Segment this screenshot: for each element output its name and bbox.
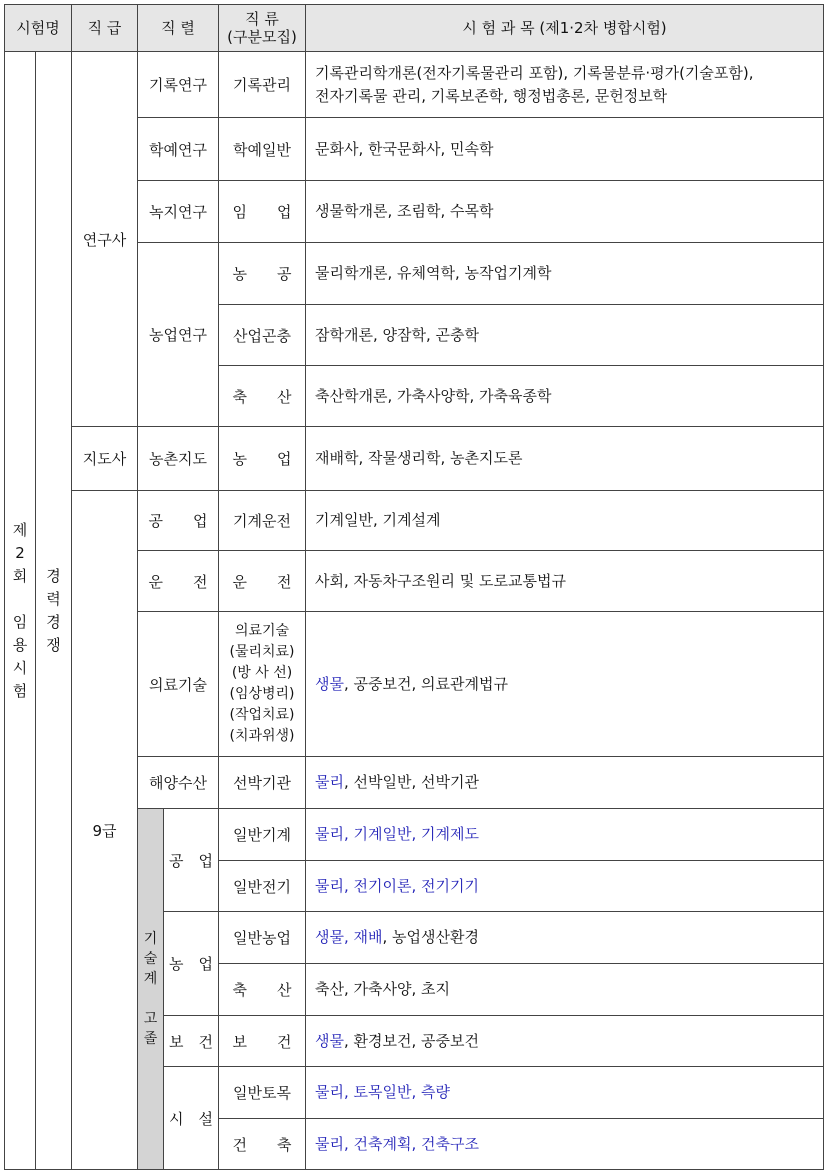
highlighted-subjects: 생물, 재배 <box>315 928 383 946</box>
category-cell: 임 업 <box>219 181 306 243</box>
exam-subject-table <box>4 4 824 1170</box>
category-cell: 일반전기 <box>219 861 306 912</box>
other-subjects: , 공중보건, 의료관계법규 <box>344 674 508 693</box>
subjects-cell: 기계일반, 기계설계 <box>306 491 824 551</box>
category-cell: 건 축 <box>219 1119 306 1170</box>
job-cell: 농업연구 <box>138 243 219 427</box>
table-row <box>5 427 824 491</box>
grade-cell: 지도사 <box>72 427 138 491</box>
highlighted-subjects: 생물 <box>315 674 344 693</box>
header-category: 직 류 (구분모집) <box>219 5 306 52</box>
subjects-cell <box>306 912 824 964</box>
subjects-cell: 물리학개론, 유체역학, 농작업기계학 <box>306 243 824 305</box>
job-cell: 보 건 <box>164 1016 219 1067</box>
header-row <box>5 5 824 52</box>
category-cell: 일반토목 <box>219 1067 306 1119</box>
category-cell: 기록관리 <box>219 52 306 118</box>
subjects-cell: 사회, 자동차구조원리 및 도로교통법규 <box>306 551 824 612</box>
category-cell: 선박기관 <box>219 757 306 809</box>
subjects-cell: 축산, 가축사양, 초지 <box>306 964 824 1016</box>
category-cell: 일반기계 <box>219 809 306 861</box>
category-cell: 농 업 <box>219 427 306 491</box>
subjects-cell: 생물학개론, 조림학, 수목학 <box>306 181 824 243</box>
subjects-cell: 잠학개론, 양잠학, 곤충학 <box>306 305 824 366</box>
header-grade: 직 급 <box>72 5 138 52</box>
table-row <box>5 52 824 118</box>
job-cell: 운 전 <box>138 551 219 612</box>
grade-cell: 9급 <box>72 491 138 1170</box>
subjects-cell: 축산학개론, 가축사양학, 가축육종학 <box>306 366 824 427</box>
exam-type-cell: 경 력 경 쟁 <box>36 52 72 1170</box>
highlighted-subjects: 생물 <box>315 1031 344 1050</box>
highlighted-subjects: 물리, 토목일반, 측량 <box>315 1083 451 1101</box>
subjects-cell: 재배학, 작물생리학, 농촌지도론 <box>306 427 824 491</box>
category-cell: 운 전 <box>219 551 306 612</box>
tech-group-cell: 기 술 계 고 졸 <box>138 809 164 1170</box>
grade-cell: 연구사 <box>72 52 138 427</box>
header-subjects: 시 험 과 목 (제1·2차 병합시험) <box>306 5 824 52</box>
category-cell: 학예일반 <box>219 118 306 181</box>
job-cell: 의료기술 <box>138 612 219 757</box>
subjects-cell <box>306 809 824 861</box>
job-cell: 기록연구 <box>138 52 219 118</box>
job-cell: 농촌지도 <box>138 427 219 491</box>
header-exam: 시험명 <box>5 5 72 52</box>
highlighted-subjects: 물리, 기계일반, 기계제도 <box>315 825 479 843</box>
highlighted-subjects: 물리 <box>315 773 344 791</box>
other-subjects: , 환경보건, 공중보건 <box>344 1031 479 1050</box>
category-cell: 축 산 <box>219 964 306 1016</box>
category-cell: 산업곤충 <box>219 305 306 366</box>
subjects-cell <box>306 1119 824 1170</box>
job-cell: 학예연구 <box>138 118 219 181</box>
highlighted-subjects: 물리, 전기이론, 전기기기 <box>315 876 479 895</box>
subjects-cell: 문화사, 한국문화사, 민속학 <box>306 118 824 181</box>
job-cell: 공 업 <box>138 491 219 551</box>
highlighted-subjects: 물리, 건축계획, 건축구조 <box>315 1134 479 1153</box>
subjects-cell <box>306 861 824 912</box>
job-cell: 공 업 <box>164 809 219 912</box>
job-cell: 농 업 <box>164 912 219 1016</box>
subjects-cell <box>306 757 824 809</box>
other-subjects: , 농업생산환경 <box>382 928 479 946</box>
header-job: 직 렬 <box>138 5 219 52</box>
category-cell: 보 건 <box>219 1016 306 1067</box>
category-cell: 의료기술 (물리치료) (방 사 선) (임상병리) (작업치료) (치과위생) <box>219 612 306 757</box>
category-cell: 농 공 <box>219 243 306 305</box>
category-cell: 기계운전 <box>219 491 306 551</box>
job-cell: 시 설 <box>164 1067 219 1170</box>
subjects-cell <box>306 1016 824 1067</box>
exam-name-cell: 제 2 회 임 용 시 험 <box>5 52 36 1170</box>
subjects-cell: 기록관리학개론(전자기록물관리 포함), 기록물분류·평가(기술포함), 전자기록물 관리, 기록보존학, 행정법총론, 문헌정보학 <box>306 52 824 118</box>
category-cell: 축 산 <box>219 366 306 427</box>
table-row <box>5 491 824 551</box>
job-cell: 해양수산 <box>138 757 219 809</box>
category-cell: 일반농업 <box>219 912 306 964</box>
job-cell: 녹지연구 <box>138 181 219 243</box>
other-subjects: , 선박일반, 선박기관 <box>344 773 479 791</box>
subjects-cell <box>306 612 824 757</box>
subjects-cell <box>306 1067 824 1119</box>
